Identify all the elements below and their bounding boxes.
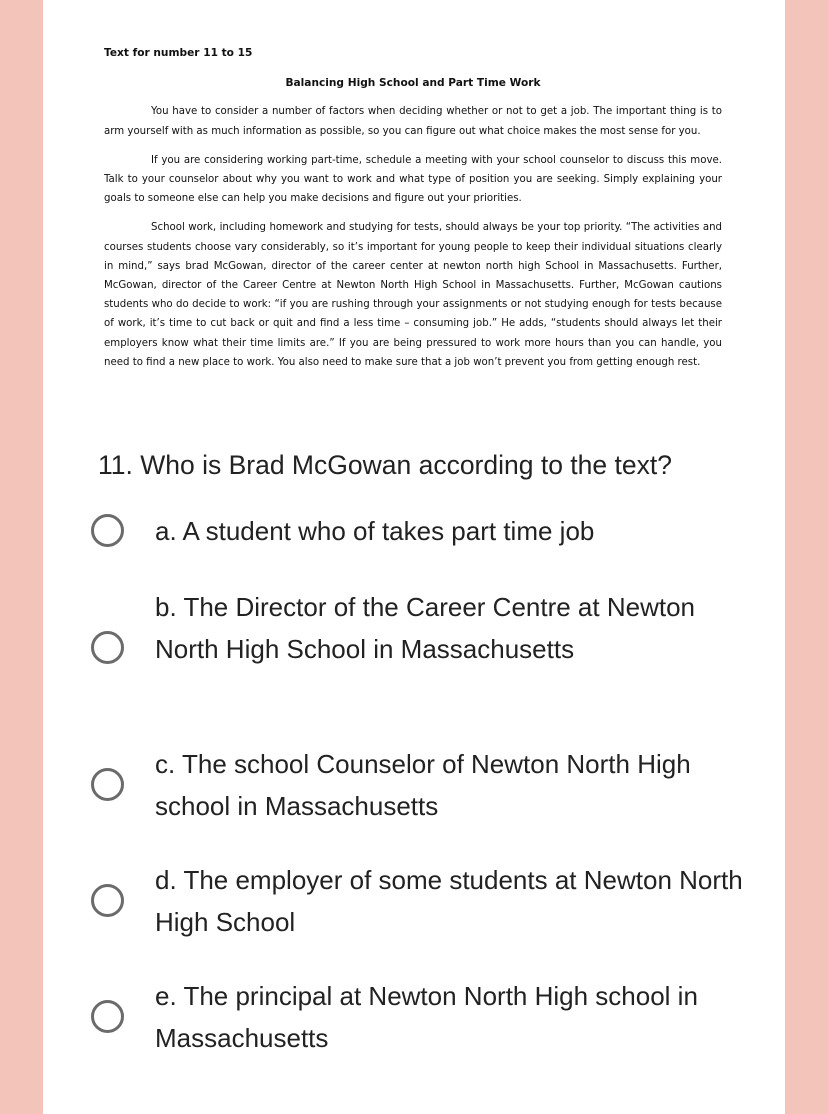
question-text: 11. Who is Brad McGowan according to the text? (98, 450, 672, 480)
option-label-c[interactable]: c. The school Counselor of Newton North High school in Massachusetts (155, 749, 691, 821)
passage-title: Balancing High School and Part Time Work (285, 77, 541, 90)
page (43, 0, 785, 1114)
option-label-d[interactable]: d. The employer of some students at Newton North High School (155, 865, 743, 937)
passage-paragraph-3: School work, including homework and studying for tests, should always be your top priority. “The activities and courses students choose vary considerably, so it’s important for young people to keep their individual situations clearly in mind,” says brad McGowan, director of the career center at newton north high School in Massachusetts. Further, McGowan, director of the Career Centre at Newton North High School in Massachusetts. Further, McGowan cautions students who do decide to work: “if you are rushing through your assignments or not studying enough for tests because of work, it’s time to cut back or quit and find a less time – consuming job.” He adds, “students should always let their employers know what their time limits are.” If you are being pressured to work more hours than you can handle, you need to find a new place to work. You also need to make sure that a job won’t prevent you from getting enough rest. (104, 222, 722, 368)
option-label-b[interactable]: b. The Director of the Career Centre at Newton North High School in Massachusetts (155, 592, 695, 664)
radio-button-d[interactable] (91, 884, 124, 917)
radio-button-e[interactable] (91, 1000, 124, 1033)
radio-button-b[interactable] (91, 631, 124, 664)
radio-button-c[interactable] (91, 768, 124, 801)
passage-paragraph-2: If you are considering working part-time, schedule a meeting with your school counselor to discuss this move. Talk to your counselor about why you want to work and what type of position you are seeking. Simply explaining your goals to someone else can help you make decisions and figure out your priorities. (104, 154, 722, 205)
reading-passage (104, 44, 722, 382)
passage-heading: Text for number 11 to 15 (104, 47, 253, 59)
passage-paragraph-1: You have to consider a number of factors when deciding whether or not to get a job. The important thing is to arm yourself with as much information as possible, so you can figure out what choice makes the most sense for you. (104, 106, 722, 137)
radio-button-a[interactable] (91, 514, 124, 547)
option-label-a[interactable]: a. A student who of takes part time job (155, 516, 595, 546)
option-label-e[interactable]: e. The principal at Newton North High school in Massachusetts (155, 981, 698, 1053)
